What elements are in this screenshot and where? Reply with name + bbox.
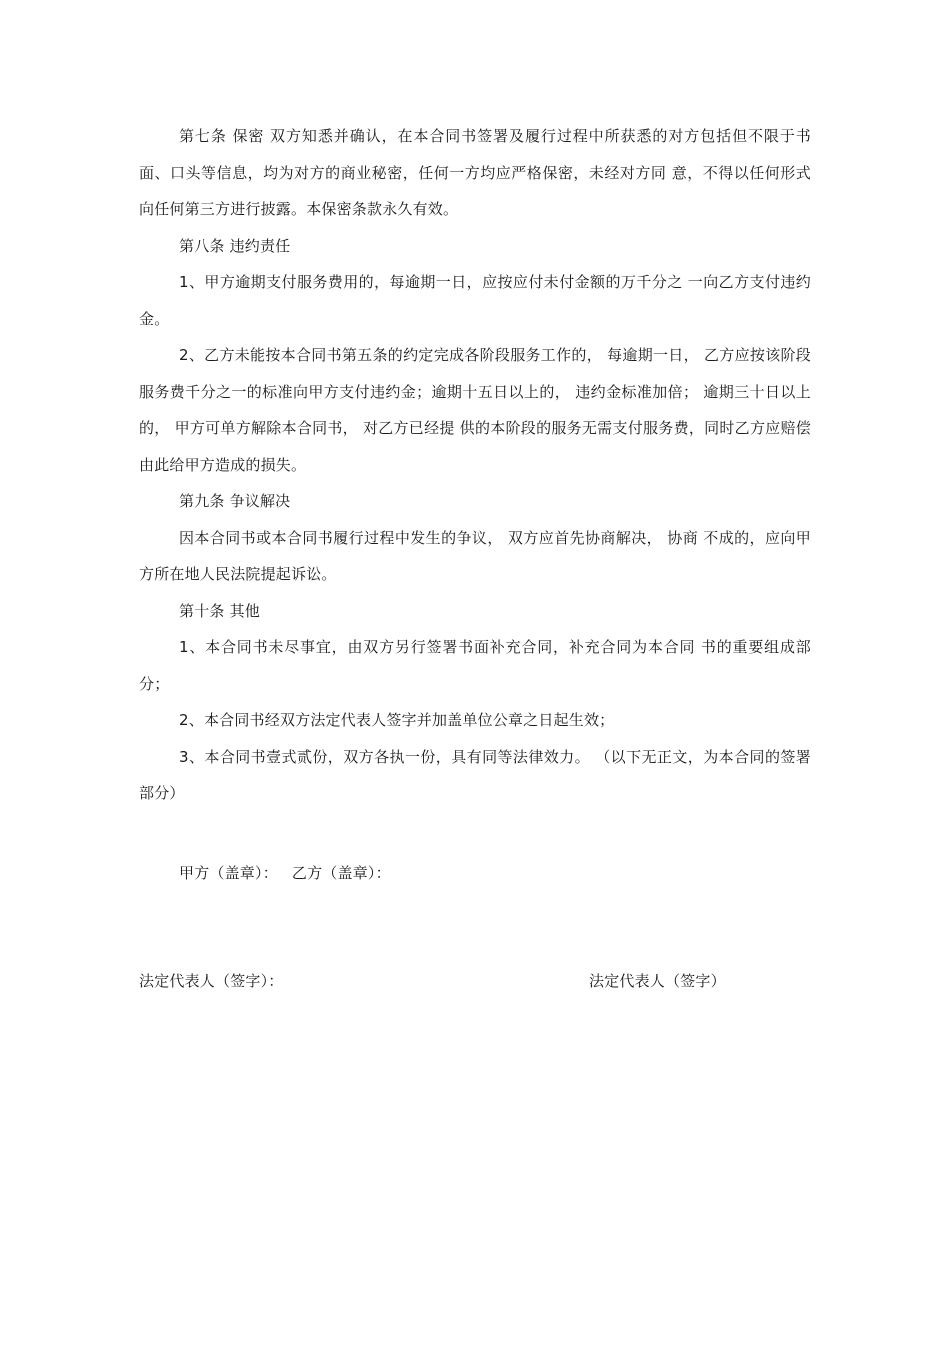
article-9-heading: 第九条 争议解决 bbox=[179, 492, 291, 510]
legal-rep-signature-left: 法定代表人（签字）： bbox=[139, 972, 284, 990]
party-a-seal-label: 甲方（盖章）： bbox=[179, 864, 278, 882]
article-10-item-3: 3、本合同书壹式贰份，双方各执一份，具有同等法律效力。 （以下无正文，为本合同的签署部分） bbox=[139, 747, 811, 802]
party-seal-line bbox=[179, 858, 391, 888]
article-9-text: 因本合同书或本合同书履行过程中发生的争议， 双方应首先协商解决， 协商 不成的，应向甲方所在地人民法院提起诉讼。 bbox=[139, 528, 811, 583]
article-8-item-1: 1、甲方逾期支付服务费用的，每逾期一日，应按应付未付金额的万千分之 一向乙方支付违约金。 bbox=[139, 273, 811, 328]
article-7-confidentiality: 第七条 保密 双方知悉并确认，在本合同书签署及履行过程中所获悉的对方包括但不限于书面、口头等信息，均为对方的商业秘密，任何一方均应严格保密，未经对方同 意，不得以任何形式向任何第三方进行披露。本保密条款永久有效。 bbox=[139, 127, 811, 218]
article-10-item-2: 2、本合同书经双方法定代表人签字并加盖单位公章之日起生效； bbox=[179, 711, 615, 729]
legal-rep-signature-right: 法定代表人（签字） bbox=[589, 972, 726, 990]
article-10-item-1: 1、本合同书未尽事宜，由双方另行签署书面补充合同，补充合同为本合同 书的重要组成部分； bbox=[139, 638, 811, 693]
article-8-item-2: 2、乙方未能按本合同书第五条的约定完成各阶段服务工作的， 每逾期一日， 乙方应按该阶段服务费千分之一的标准向甲方支付违约金；逾期十五日以上的， 违约金标准加倍； 逾期三十日以上的， 甲方可单方解除本合同书， 对乙方已经提 供的本阶段的服务无需支付服务费，同时乙方应赔偿由此给甲方造成的损失。 bbox=[139, 346, 811, 474]
article-10-heading: 第十条 其他 bbox=[179, 601, 260, 620]
article-8-heading: 第八条 违约责任 bbox=[179, 236, 291, 255]
party-b-seal-label: 乙方（盖章）： bbox=[291, 864, 391, 882]
contract-body bbox=[139, 118, 811, 812]
